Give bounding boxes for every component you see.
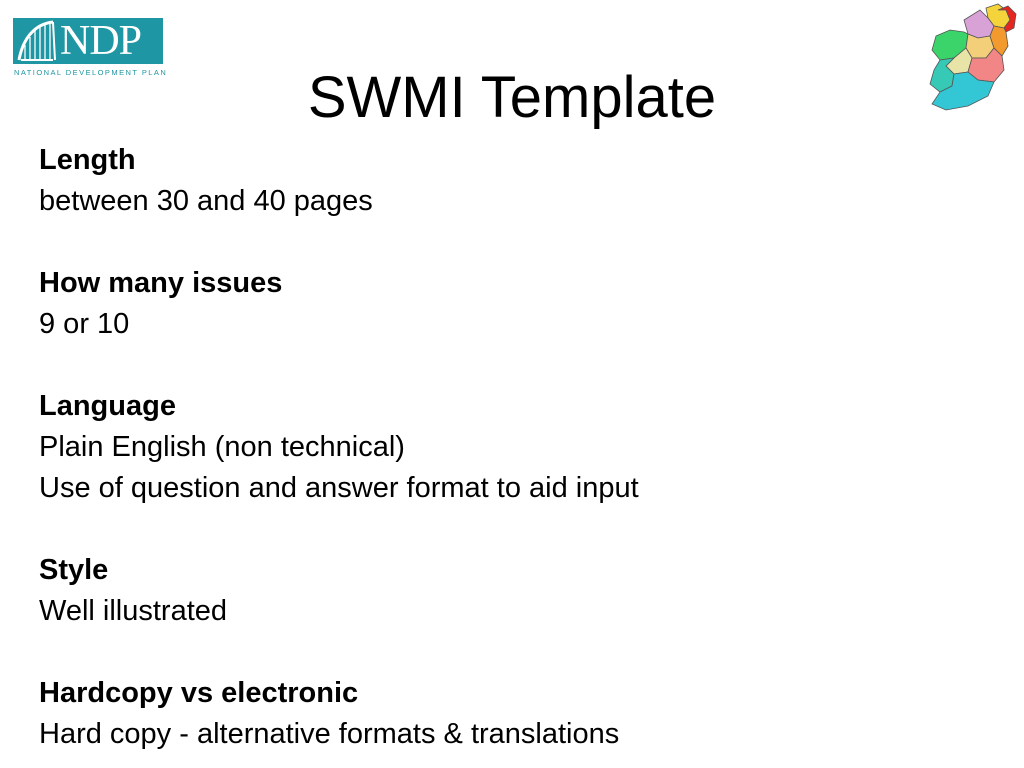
section-heading: Style (39, 554, 109, 586)
section-issues (39, 263, 999, 345)
section-line: Well illustrated (39, 595, 228, 627)
harp-icon (13, 18, 59, 64)
section-line: between 30 and 40 pages (39, 185, 373, 217)
section-line: Hard copy - alternative formats & translations (39, 718, 620, 750)
section-line: Plain English (non technical) (39, 431, 405, 463)
section-heading: How many issues (39, 267, 283, 299)
section-format (39, 673, 999, 755)
section-heading: Language (39, 390, 176, 422)
section-heading: Length (39, 144, 136, 176)
section-line: 9 or 10 (39, 308, 130, 340)
section-line: Use of question and answer format to aid input (39, 472, 639, 504)
slide-title: SWMI Template (307, 65, 717, 130)
logo-subtitle: NATIONAL DEVELOPMENT PLAN (14, 68, 168, 77)
logo-text: NDP (60, 18, 142, 64)
logo-badge (13, 18, 163, 64)
section-heading: Hardcopy vs electronic (39, 677, 359, 709)
section-length (39, 140, 999, 222)
section-style (39, 550, 999, 632)
section-language (39, 386, 999, 509)
slide-content (39, 140, 999, 755)
